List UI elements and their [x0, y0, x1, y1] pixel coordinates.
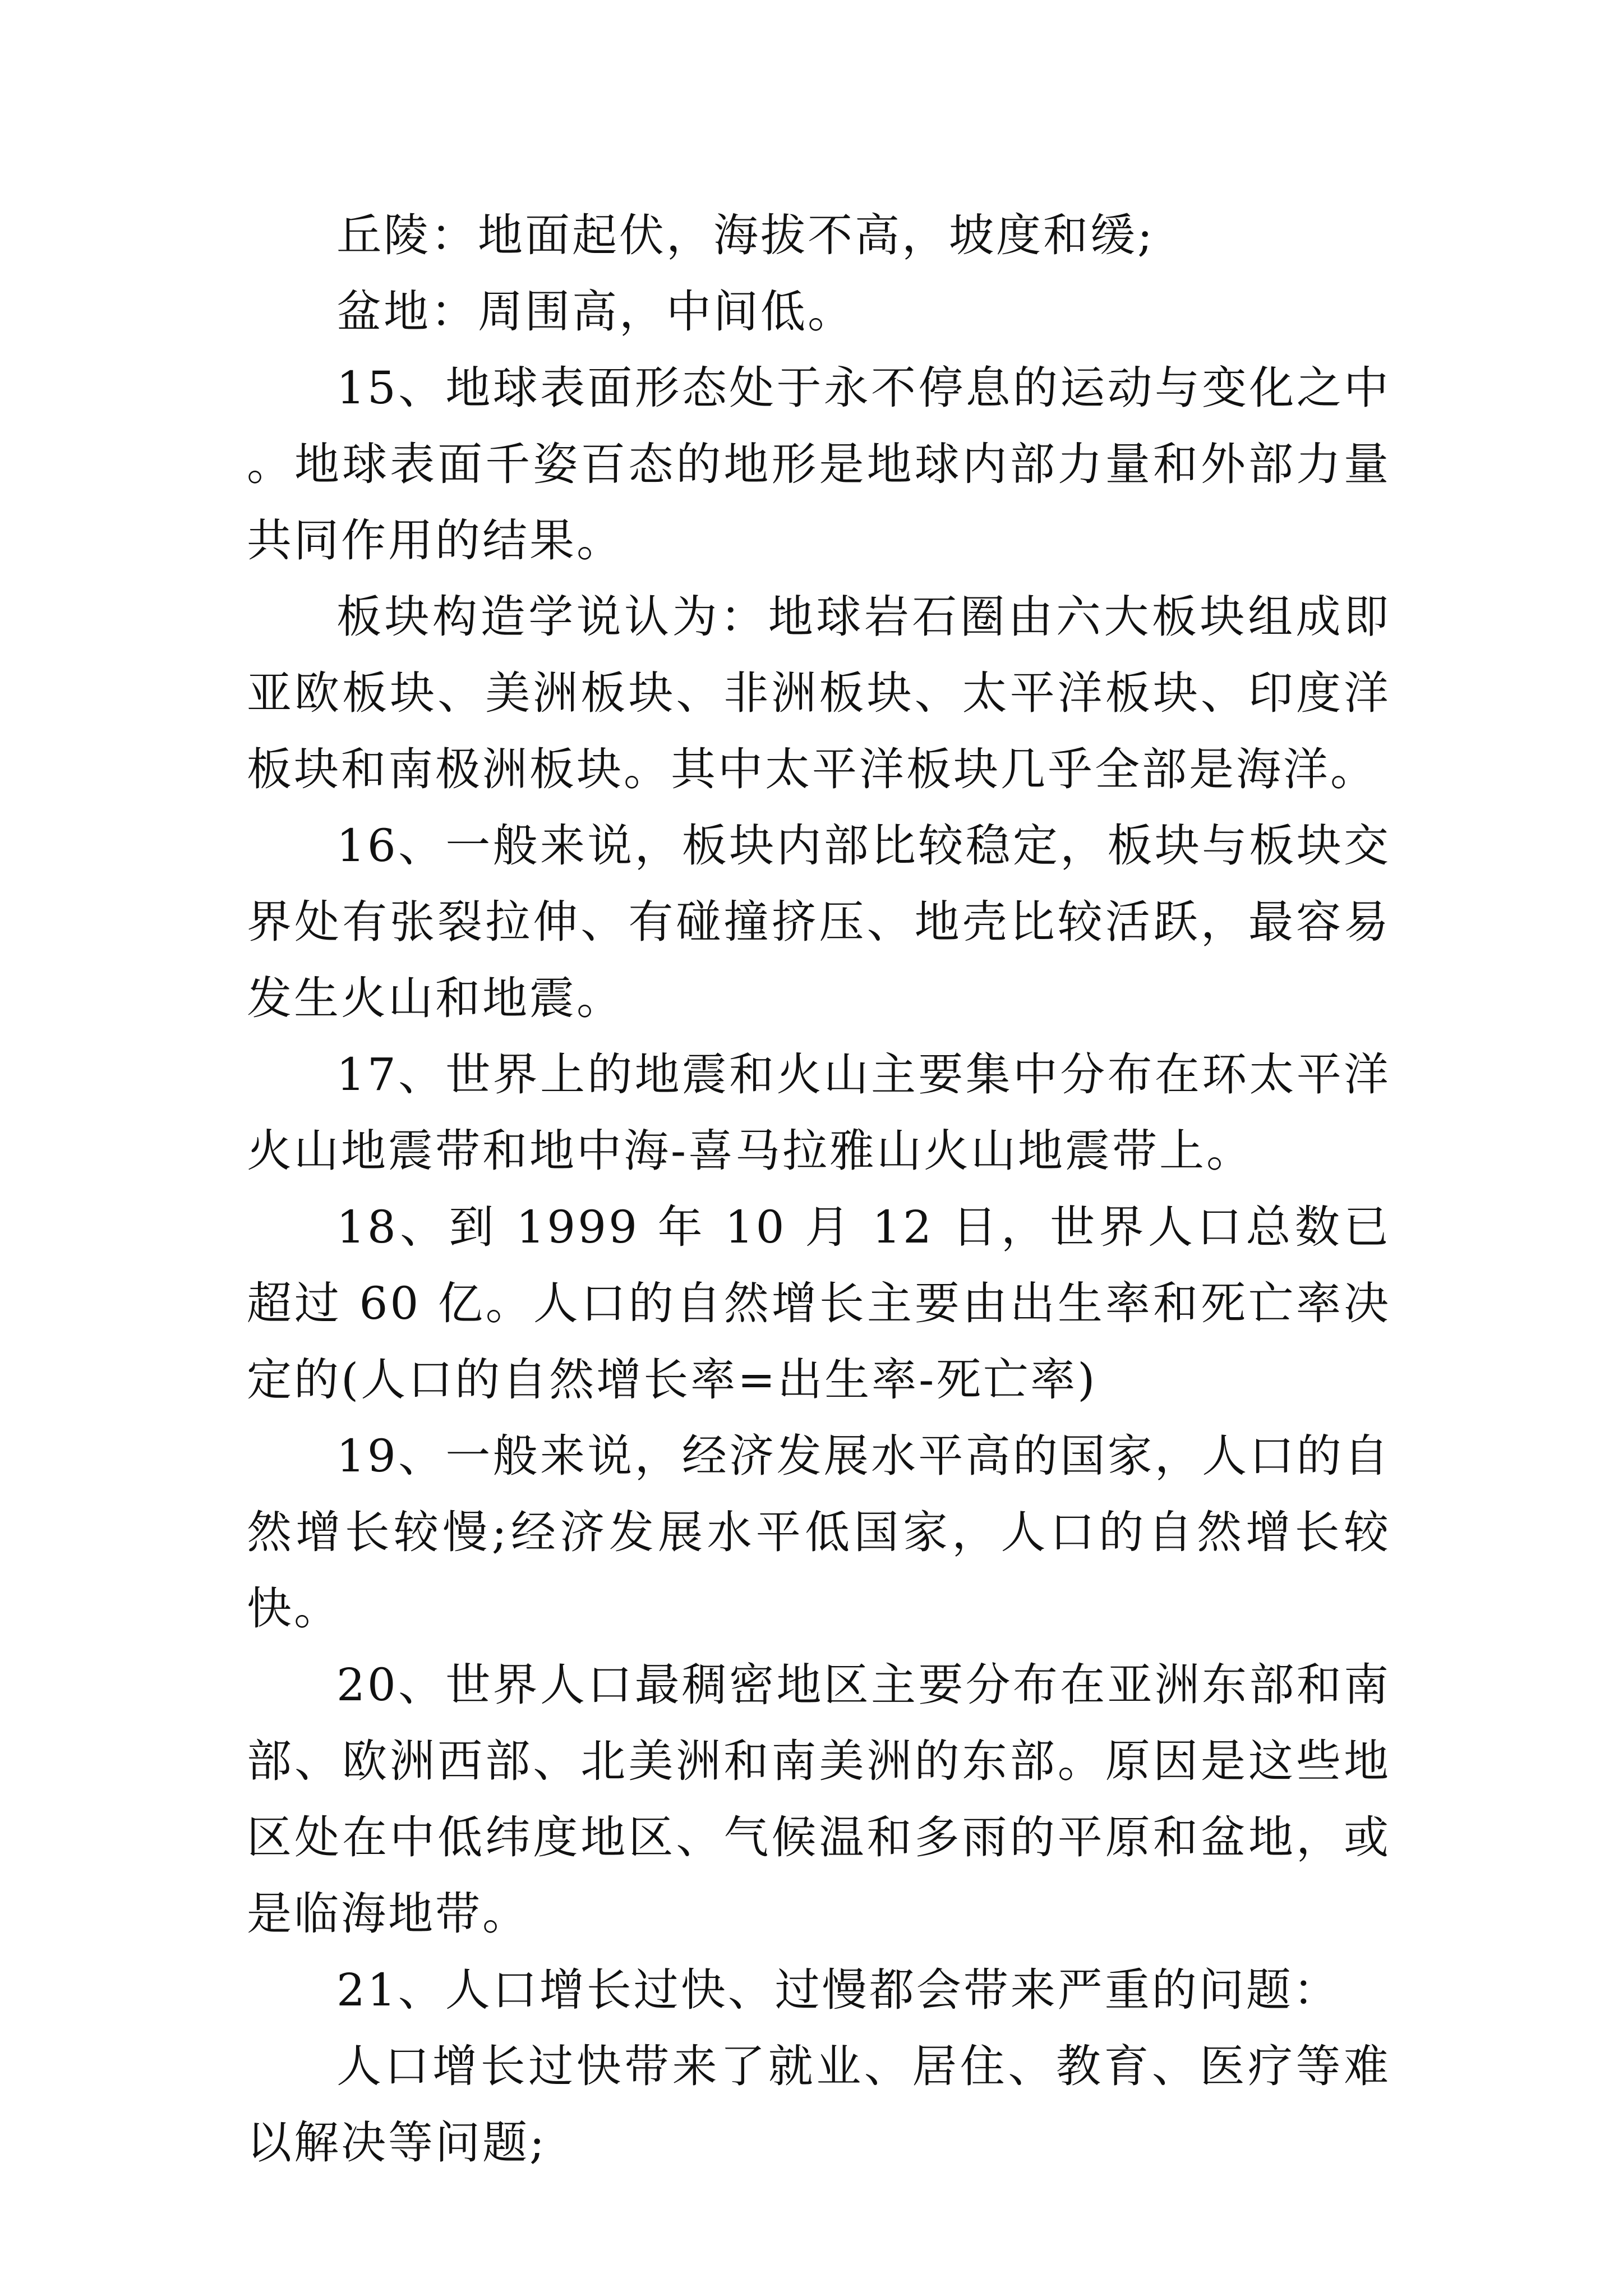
paragraph-plate-tectonics: 板块构造学说认为：地球岩石圈由六大板块组成即亚欧板块、美洲板块、非洲板块、太平洋板块、印度洋板块和南极洲板块。其中太平洋板块几乎全部是海洋。 — [247, 591, 1391, 795]
paragraph-17: 17、世界上的地震和火山主要集中分布在环太平洋火山地震带和地中海-喜马拉雅山火山地震带上。 — [247, 1048, 1391, 1177]
paragraph-basin: 盆地：周围高，中间低。 — [336, 286, 855, 338]
paragraph-21: 21、人口增长过快、过慢都会带来严重的问题： — [336, 1964, 1340, 2016]
paragraph-16: 16、一般来说，板块内部比较稳定，板块与板块交界处有张裂拉伸、有碰撞挤压、地壳比较活跃，最容易发生火山和地震。 — [247, 820, 1391, 1024]
paragraph-20: 20、世界人口最稠密地区主要分布在亚洲东部和南部、欧洲西部、北美洲和南美洲的东部。原因是这些地区处在中低纬度地区、气候温和多雨的平原和盆地，或是临海地带。 — [247, 1659, 1391, 1940]
document-body — [247, 197, 1391, 2181]
paragraph-hills: 丘陵：地面起伏，海拔不高，坡度和缓; — [336, 209, 1155, 261]
paragraph-15: 15、地球表面形态处于永不停息的运动与变化之中。地球表面千姿百态的地形是地球内部力量和外部力量共同作用的结果。 — [247, 362, 1391, 567]
paragraph-18: 18、到 1999 年 10 月 12 日，世界人口总数已超过 60 亿。人口的自然增长主要由出生率和死亡率决定的(人口的自然增长率=出生率-死亡率) — [247, 1201, 1391, 1406]
paragraph-19: 19、一般来说，经济发展水平高的国家，人口的自然增长较慢;经济发展水平低国家，人口的自然增长较快。 — [247, 1430, 1391, 1635]
paragraph-population-growth: 人口增长过快带来了就业、居住、教育、医疗等难以解决等问题; — [247, 2040, 1391, 2169]
